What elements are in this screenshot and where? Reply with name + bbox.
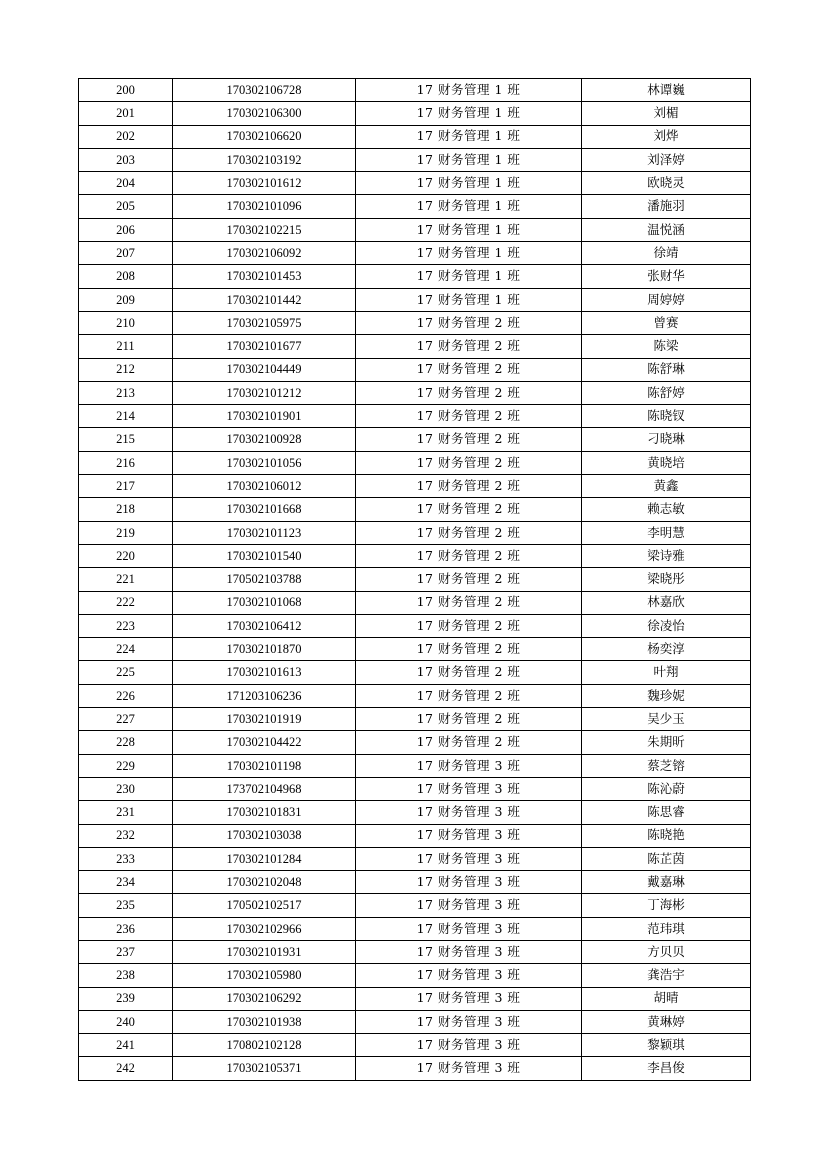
table-row	[79, 451, 751, 474]
class-name-cell: 17 财务管理 2 班	[356, 475, 582, 498]
table-row	[79, 242, 751, 265]
table-row	[79, 894, 751, 917]
student-name-cell: 周婷婷	[582, 288, 751, 311]
table-row	[79, 288, 751, 311]
row-number-cell: 214	[79, 405, 173, 428]
student-name-cell: 魏珍妮	[582, 684, 751, 707]
student-name-cell: 欧晓灵	[582, 172, 751, 195]
student-name-cell: 叶翔	[582, 661, 751, 684]
student-name-cell: 陈晓钗	[582, 405, 751, 428]
student-roster-table	[78, 78, 751, 1081]
student-name-cell: 陈梁	[582, 335, 751, 358]
student-name-cell: 刘烨	[582, 125, 751, 148]
student-name-cell: 戴嘉琳	[582, 871, 751, 894]
student-id-cell: 170302101831	[173, 801, 356, 824]
student-id-cell: 170302106300	[173, 102, 356, 125]
class-name-cell: 17 财务管理 1 班	[356, 79, 582, 102]
student-name-cell: 林谭巍	[582, 79, 751, 102]
table-row	[79, 381, 751, 404]
table-row	[79, 405, 751, 428]
student-id-cell: 170302104422	[173, 731, 356, 754]
student-name-cell: 方贝贝	[582, 940, 751, 963]
student-id-cell: 170302101668	[173, 498, 356, 521]
row-number-cell: 215	[79, 428, 173, 451]
class-name-cell: 17 财务管理 2 班	[356, 638, 582, 661]
table-row	[79, 940, 751, 963]
student-name-cell: 陈沁蔚	[582, 777, 751, 800]
row-number-cell: 227	[79, 708, 173, 731]
student-name-cell: 陈舒琳	[582, 358, 751, 381]
table-row	[79, 987, 751, 1010]
row-number-cell: 207	[79, 242, 173, 265]
row-number-cell: 235	[79, 894, 173, 917]
class-name-cell: 17 财务管理 3 班	[356, 964, 582, 987]
row-number-cell: 202	[79, 125, 173, 148]
student-id-cell: 170302100928	[173, 428, 356, 451]
student-id-cell: 170302101901	[173, 405, 356, 428]
student-name-cell: 陈思睿	[582, 801, 751, 824]
student-name-cell: 刘楣	[582, 102, 751, 125]
class-name-cell: 17 财务管理 2 班	[356, 684, 582, 707]
row-number-cell: 221	[79, 568, 173, 591]
class-name-cell: 17 财务管理 3 班	[356, 1010, 582, 1033]
table-row	[79, 614, 751, 637]
table-row	[79, 265, 751, 288]
row-number-cell: 237	[79, 940, 173, 963]
student-id-cell: 170302101284	[173, 847, 356, 870]
student-id-cell: 170302101123	[173, 521, 356, 544]
row-number-cell: 231	[79, 801, 173, 824]
student-id-cell: 170302104449	[173, 358, 356, 381]
table-row	[79, 1057, 751, 1080]
class-name-cell: 17 财务管理 1 班	[356, 218, 582, 241]
student-name-cell: 李明慧	[582, 521, 751, 544]
table-row	[79, 754, 751, 777]
row-number-cell: 223	[79, 614, 173, 637]
table-row	[79, 218, 751, 241]
student-id-cell: 170302105975	[173, 311, 356, 334]
row-number-cell: 208	[79, 265, 173, 288]
class-name-cell: 17 财务管理 2 班	[356, 591, 582, 614]
student-name-cell: 刘泽婷	[582, 148, 751, 171]
class-name-cell: 17 财务管理 2 班	[356, 661, 582, 684]
student-id-cell: 170302101442	[173, 288, 356, 311]
student-name-cell: 龚浩宇	[582, 964, 751, 987]
student-name-cell: 黄琳婷	[582, 1010, 751, 1033]
student-id-cell: 170302106292	[173, 987, 356, 1010]
student-id-cell: 170302101919	[173, 708, 356, 731]
row-number-cell: 200	[79, 79, 173, 102]
student-name-cell: 朱期昕	[582, 731, 751, 754]
student-id-cell: 170302101612	[173, 172, 356, 195]
table-row	[79, 148, 751, 171]
table-row	[79, 684, 751, 707]
student-id-cell: 170302105371	[173, 1057, 356, 1080]
table-row	[79, 475, 751, 498]
student-id-cell: 170302106092	[173, 242, 356, 265]
student-name-cell: 徐凌怡	[582, 614, 751, 637]
student-id-cell: 170302101677	[173, 335, 356, 358]
student-name-cell: 潘施羽	[582, 195, 751, 218]
class-name-cell: 17 财务管理 2 班	[356, 544, 582, 567]
table-row	[79, 661, 751, 684]
row-number-cell: 226	[79, 684, 173, 707]
table-row	[79, 731, 751, 754]
class-name-cell: 17 财务管理 1 班	[356, 288, 582, 311]
class-name-cell: 17 财务管理 2 班	[356, 381, 582, 404]
class-name-cell: 17 财务管理 2 班	[356, 708, 582, 731]
table-row	[79, 801, 751, 824]
row-number-cell: 213	[79, 381, 173, 404]
student-id-cell: 170302101938	[173, 1010, 356, 1033]
student-id-cell: 170302105980	[173, 964, 356, 987]
class-name-cell: 17 财务管理 3 班	[356, 847, 582, 870]
table-row	[79, 172, 751, 195]
row-number-cell: 238	[79, 964, 173, 987]
student-id-cell: 170302101453	[173, 265, 356, 288]
row-number-cell: 219	[79, 521, 173, 544]
class-name-cell: 17 财务管理 1 班	[356, 148, 582, 171]
class-name-cell: 17 财务管理 1 班	[356, 172, 582, 195]
class-name-cell: 17 财务管理 3 班	[356, 1057, 582, 1080]
row-number-cell: 210	[79, 311, 173, 334]
row-number-cell: 218	[79, 498, 173, 521]
student-name-cell: 陈舒婷	[582, 381, 751, 404]
student-id-cell: 170302101212	[173, 381, 356, 404]
row-number-cell: 240	[79, 1010, 173, 1033]
student-id-cell: 170302101068	[173, 591, 356, 614]
row-number-cell: 211	[79, 335, 173, 358]
row-number-cell: 203	[79, 148, 173, 171]
row-number-cell: 206	[79, 218, 173, 241]
class-name-cell: 17 财务管理 2 班	[356, 405, 582, 428]
class-name-cell: 17 财务管理 2 班	[356, 498, 582, 521]
table-row	[79, 521, 751, 544]
roster-table-body	[79, 79, 751, 1081]
student-id-cell: 170302103192	[173, 148, 356, 171]
class-name-cell: 17 财务管理 3 班	[356, 754, 582, 777]
student-name-cell: 吴少玉	[582, 708, 751, 731]
class-name-cell: 17 财务管理 3 班	[356, 1034, 582, 1057]
table-row	[79, 311, 751, 334]
class-name-cell: 17 财务管理 3 班	[356, 894, 582, 917]
class-name-cell: 17 财务管理 1 班	[356, 242, 582, 265]
table-row	[79, 544, 751, 567]
student-name-cell: 黎颖琪	[582, 1034, 751, 1057]
row-number-cell: 222	[79, 591, 173, 614]
student-name-cell: 梁诗雅	[582, 544, 751, 567]
student-id-cell: 170302106728	[173, 79, 356, 102]
row-number-cell: 229	[79, 754, 173, 777]
student-name-cell: 陈芷茵	[582, 847, 751, 870]
student-name-cell: 陈晓艳	[582, 824, 751, 847]
student-id-cell: 170502103788	[173, 568, 356, 591]
table-row	[79, 1010, 751, 1033]
table-row	[79, 102, 751, 125]
row-number-cell: 204	[79, 172, 173, 195]
row-number-cell: 241	[79, 1034, 173, 1057]
student-name-cell: 刁晓琳	[582, 428, 751, 451]
student-name-cell: 李昌俊	[582, 1057, 751, 1080]
student-id-cell: 170302106620	[173, 125, 356, 148]
student-id-cell: 170302101540	[173, 544, 356, 567]
row-number-cell: 234	[79, 871, 173, 894]
student-name-cell: 丁海彬	[582, 894, 751, 917]
student-name-cell: 范玮琪	[582, 917, 751, 940]
class-name-cell: 17 财务管理 1 班	[356, 125, 582, 148]
class-name-cell: 17 财务管理 3 班	[356, 987, 582, 1010]
student-id-cell: 170302106012	[173, 475, 356, 498]
student-id-cell: 170302101096	[173, 195, 356, 218]
table-row	[79, 1034, 751, 1057]
student-id-cell: 170302101931	[173, 940, 356, 963]
class-name-cell: 17 财务管理 2 班	[356, 521, 582, 544]
class-name-cell: 17 财务管理 1 班	[356, 102, 582, 125]
student-name-cell: 张财华	[582, 265, 751, 288]
class-name-cell: 17 财务管理 3 班	[356, 801, 582, 824]
student-id-cell: 170302101056	[173, 451, 356, 474]
student-name-cell: 林嘉欣	[582, 591, 751, 614]
table-row	[79, 638, 751, 661]
row-number-cell: 230	[79, 777, 173, 800]
table-row	[79, 917, 751, 940]
student-name-cell: 黄晓培	[582, 451, 751, 474]
student-name-cell: 曾赛	[582, 311, 751, 334]
class-name-cell: 17 财务管理 2 班	[356, 311, 582, 334]
row-number-cell: 233	[79, 847, 173, 870]
class-name-cell: 17 财务管理 1 班	[356, 195, 582, 218]
table-row	[79, 777, 751, 800]
row-number-cell: 228	[79, 731, 173, 754]
row-number-cell: 239	[79, 987, 173, 1010]
class-name-cell: 17 财务管理 2 班	[356, 568, 582, 591]
row-number-cell: 242	[79, 1057, 173, 1080]
student-id-cell: 170302101613	[173, 661, 356, 684]
table-row	[79, 871, 751, 894]
student-id-cell: 170802102128	[173, 1034, 356, 1057]
student-id-cell: 170302102966	[173, 917, 356, 940]
table-row	[79, 847, 751, 870]
table-row	[79, 498, 751, 521]
row-number-cell: 224	[79, 638, 173, 661]
row-number-cell: 205	[79, 195, 173, 218]
table-row	[79, 358, 751, 381]
student-name-cell: 杨奕淳	[582, 638, 751, 661]
class-name-cell: 17 财务管理 3 班	[356, 871, 582, 894]
row-number-cell: 236	[79, 917, 173, 940]
table-row	[79, 428, 751, 451]
student-id-cell: 171203106236	[173, 684, 356, 707]
class-name-cell: 17 财务管理 3 班	[356, 917, 582, 940]
class-name-cell: 17 财务管理 2 班	[356, 731, 582, 754]
student-name-cell: 黄鑫	[582, 475, 751, 498]
student-name-cell: 胡晴	[582, 987, 751, 1010]
class-name-cell: 17 财务管理 2 班	[356, 428, 582, 451]
table-row	[79, 964, 751, 987]
table-row	[79, 335, 751, 358]
student-name-cell: 赖志敏	[582, 498, 751, 521]
student-id-cell: 173702104968	[173, 777, 356, 800]
row-number-cell: 220	[79, 544, 173, 567]
table-row	[79, 591, 751, 614]
table-row	[79, 568, 751, 591]
row-number-cell: 232	[79, 824, 173, 847]
student-name-cell: 蔡芝镕	[582, 754, 751, 777]
row-number-cell: 209	[79, 288, 173, 311]
row-number-cell: 216	[79, 451, 173, 474]
class-name-cell: 17 财务管理 3 班	[356, 777, 582, 800]
student-name-cell: 徐靖	[582, 242, 751, 265]
student-id-cell: 170302103038	[173, 824, 356, 847]
table-row	[79, 708, 751, 731]
student-id-cell: 170502102517	[173, 894, 356, 917]
student-id-cell: 170302102048	[173, 871, 356, 894]
class-name-cell: 17 财务管理 3 班	[356, 824, 582, 847]
row-number-cell: 212	[79, 358, 173, 381]
table-row	[79, 79, 751, 102]
student-id-cell: 170302102215	[173, 218, 356, 241]
class-name-cell: 17 财务管理 2 班	[356, 358, 582, 381]
class-name-cell: 17 财务管理 3 班	[356, 940, 582, 963]
row-number-cell: 201	[79, 102, 173, 125]
row-number-cell: 225	[79, 661, 173, 684]
class-name-cell: 17 财务管理 1 班	[356, 265, 582, 288]
student-id-cell: 170302106412	[173, 614, 356, 637]
student-name-cell: 温悦涵	[582, 218, 751, 241]
table-row	[79, 195, 751, 218]
student-id-cell: 170302101870	[173, 638, 356, 661]
table-row	[79, 125, 751, 148]
class-name-cell: 17 财务管理 2 班	[356, 335, 582, 358]
row-number-cell: 217	[79, 475, 173, 498]
class-name-cell: 17 财务管理 2 班	[356, 451, 582, 474]
student-id-cell: 170302101198	[173, 754, 356, 777]
student-name-cell: 梁晓彤	[582, 568, 751, 591]
class-name-cell: 17 财务管理 2 班	[356, 614, 582, 637]
table-row	[79, 824, 751, 847]
